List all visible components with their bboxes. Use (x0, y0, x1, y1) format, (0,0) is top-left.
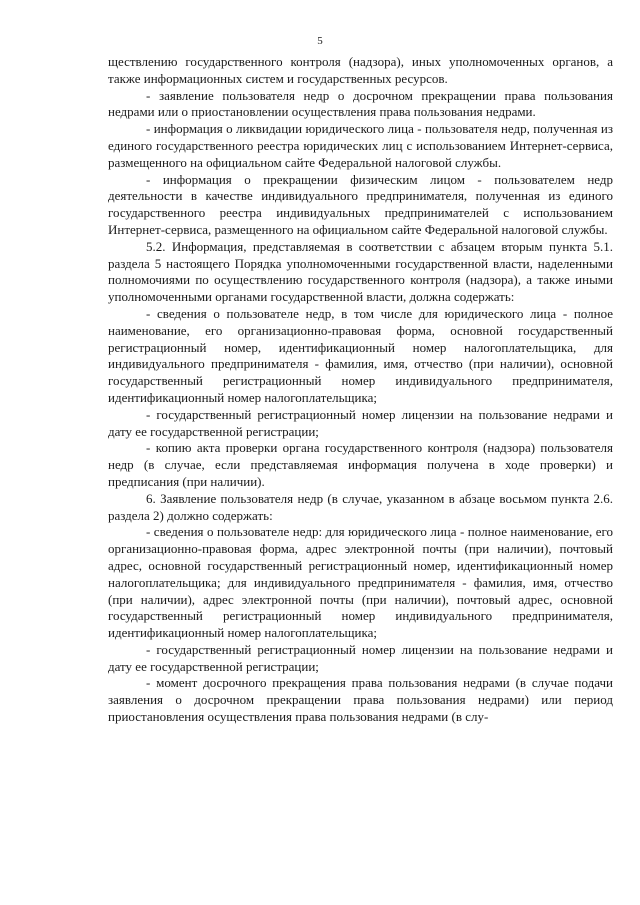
paragraph: - сведения о пользователе недр: для юридического лица - полное наименование, его организационно-правовая форма, адрес электронной почты (при наличии), почтовый адрес, основной государственный регистрационный номер, идентификационный номер налогоплательщика; для индивидуального предпринимателя - фамилия, имя, отчество (при наличии), адрес электронной почты (при наличии), почтовый адрес, основной государственный регистрационный номер индивидуального предпринимателя, идентификационный номер налогоплательщика; (108, 524, 613, 641)
paragraph: - информация о ликвидации юридического лица - пользователя недр, полученная из единого государственного реестра юридических лиц с использованием Интернет-сервиса, размещенного на официальном сайте Федеральной налоговой службы. (108, 121, 613, 170)
paragraph: - копию акта проверки органа государственного контроля (надзора) пользователя недр (в случае, если представляемая информация получена в ходе проверки) и предписания (при наличии). (108, 440, 613, 489)
paragraph: - момент досрочного прекращения права пользования недрами (в случае подачи заявления о досрочном прекращении права пользования недрами) или период приостановления осуществления права пользования недрами (в слу- (108, 675, 613, 725)
paragraph: - государственный регистрационный номер лицензии на пользование недрами и дату ее государственной регистрации; (108, 641, 613, 674)
paragraph: - информация о прекращении физическим лицом - пользователем недр деятельности в качестве индивидуального предпринимателя, полученная из единого государственного реестра индивидуальных предпринимателей с использованием Интернет-сервиса, размещенного на официальном сайте Федеральной налоговой службы. (108, 171, 613, 237)
paragraph: - государственный регистрационный номер лицензии на пользование недрами и дату ее государственной регистрации; (108, 406, 613, 439)
paragraph: 5.2. Информация, представляемая в соответствии с абзацем вторым пункта 5.1. раздела 5 настоящего Порядка уполномоченными государственной власти, наделенными полномочиями по осуществлению государственного контроля (надзора), а также иными уполномоченными органами государственной власти, должна содержать: (108, 238, 613, 305)
page-number: 5 (317, 35, 323, 47)
document-body (108, 54, 613, 726)
paragraph: ществлению государственного контроля (надзора), иных уполномоченных органов, а также информационных систем и государственных ресурсов. (108, 54, 613, 86)
paragraph: - сведения о пользователе недр, в том числе для юридического лица - полное наименование, его организационно-правовая форма, основной государственный регистрационный номер, идентификационный номер налогоплательщика, для индивидуального предпринимателя - фамилия, имя, отчество (при наличии), основной государственный регистрационный номер индивидуального предпринимателя, идентификационный номер налогоплательщика; (108, 305, 613, 405)
paragraph: - заявление пользователя недр о досрочном прекращении права пользования недрами или о приостановлении осуществления права пользования недрами. (108, 87, 613, 120)
paragraph: 6. Заявление пользователя недр (в случае, указанном в абзаце восьмом пункта 2.6. раздела 2) должно содержать: (108, 490, 613, 523)
